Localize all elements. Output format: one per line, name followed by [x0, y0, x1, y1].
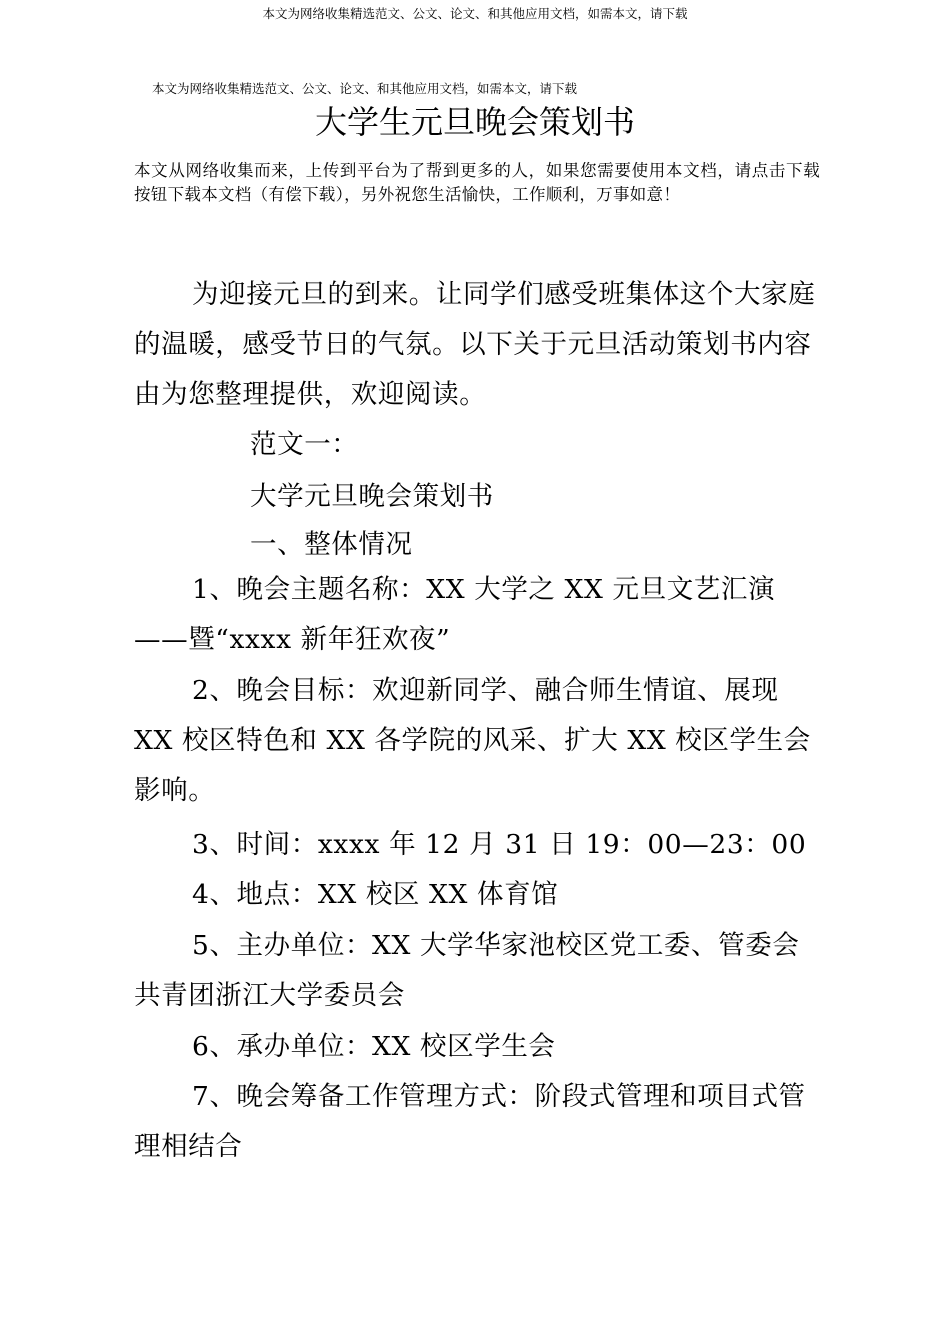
item-time: 3、时间：xxxx 年 12 月 31 日 19：00—23：00 [192, 829, 807, 860]
page-header: 本文为网络收集精选范文、公文、论文、和其他应用文档，如需本文，请下载 [262, 6, 688, 21]
item-theme-name: 1、晚会主题名称：XX 大学之 XX 元旦文艺汇演 [192, 574, 776, 605]
document-title: 大学生元旦晚会策划书 [314, 103, 635, 141]
sample-label: 范文一： [250, 429, 359, 460]
item-goal: 2、晚会目标：欢迎新同学、融合师生情谊、展现 XX 校区特色和 XX 各学院的风采、扩大 XX 校区学生会影响。 [134, 675, 811, 806]
intro-paragraph: 为迎接元旦的到来。让同学们感受班集体这个大家庭的温暖，感受节日的气氛。以下关于元旦活动策划书内容由为您整理提供，欢迎阅读。 [134, 279, 816, 410]
item-theme-subtitle: ——暨“xxxx 新年狂欢夜” [134, 624, 451, 655]
item-host: 6、承办单位：XX 校区学生会 [192, 1031, 556, 1062]
section-heading-overview: 一、整体情况 [250, 529, 413, 560]
document-subheader: 本文为网络收集精选范文、公文、论文、和其他应用文档，如需本文，请下载 [152, 81, 578, 96]
item-organizer: 5、主办单位：XX 大学华家池校区党工委、管委会共青团浙江大学委员会 [134, 930, 800, 1011]
item-management: 7、晚会筹备工作管理方式：阶段式管理和项目式管理相结合 [134, 1081, 806, 1162]
sample-title: 大学元旦晚会策划书 [250, 481, 494, 512]
disclaimer-paragraph: 本文从网络收集而来，上传到平台为了帮到更多的人，如果您需要使用本文档，请点击下载按钮下载本文档（有偿下载），另外祝您生活愉快，工作顺利，万事如意！ [134, 161, 820, 204]
item-location: 4、地点：XX 校区 XX 体育馆 [192, 879, 559, 910]
